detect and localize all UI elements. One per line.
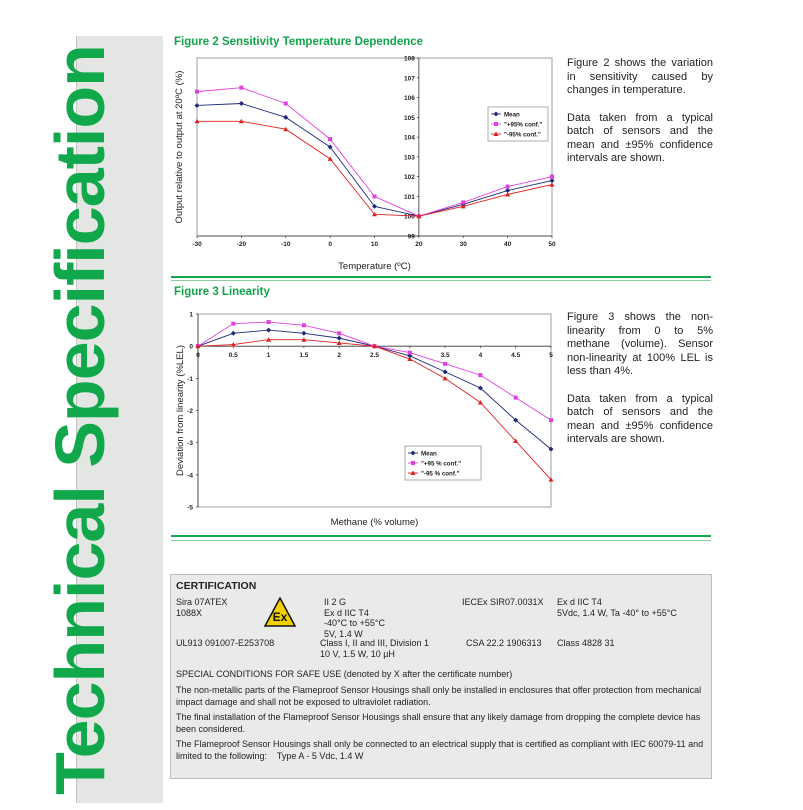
cert-csa: CSA 22.2 1906313	[466, 638, 542, 648]
x-tick-label: -30	[192, 241, 202, 248]
y-tick-label: 106	[404, 95, 415, 103]
figure-3-chart	[170, 304, 560, 532]
special-condition-1: The non-metallic parts of the Flameproof Sensor Housings shall only be installed in enclosures that offer protection from mechanical impact damage and shall not be exposed to ultraviolet radiation.	[176, 685, 702, 707]
y-axis-title: Deviation from linearity (%LEL)	[175, 345, 186, 476]
x-tick-label: 10	[370, 241, 379, 248]
x-axis-title: Temperature (ºC)	[338, 261, 411, 272]
certification-heading: CERTIFICATION	[176, 580, 257, 592]
x-tick-label: 2	[337, 352, 342, 360]
legend-marker	[494, 122, 498, 126]
x-tick-label: 2.5	[369, 352, 380, 360]
cert-atex-detail: II 2 G Ex d IIC T4 -40°C to +55°C 5V, 1.4 W	[324, 597, 385, 639]
figure-2-title: Figure 2 Sensitivity Temperature Dependence	[174, 36, 424, 48]
y-tick-label: 100	[404, 213, 415, 221]
y-tick-label: -2	[187, 408, 193, 415]
y-tick-label: 108	[404, 55, 415, 63]
legend-label: "+95% conf."	[504, 121, 543, 129]
x-tick-label: 5	[549, 352, 553, 360]
x-tick-label: 30	[459, 241, 467, 248]
plot-area	[198, 314, 551, 507]
figure-3-description	[567, 311, 713, 461]
data-point	[239, 86, 243, 90]
y-tick-label: 102	[404, 174, 415, 182]
special-conditions-heading: SPECIAL CONDITIONS FOR SAFE USE (denoted by X after the certificate number)	[176, 669, 513, 679]
divider	[171, 535, 711, 537]
cert-ul-detail: Class I, II and III, Division 1 10 V, 1.5 W, 10 µH	[320, 638, 430, 659]
y-tick-label: 107	[404, 75, 415, 83]
data-point	[514, 396, 518, 400]
data-point	[195, 90, 199, 94]
y-tick-label: 104	[404, 134, 415, 142]
cert-iecex: IECEx SIR07.0031X	[462, 597, 544, 607]
sidebar-title: Technical Specification	[41, 45, 119, 795]
special-condition-3: The Flameproof Sensor Housings shall only be connected to an electrical supply that is certified as compliant with IEC 60079-11 and limited to the following: Type A - 5 Vdc, 1.4 W	[176, 739, 706, 761]
data-point	[373, 194, 377, 198]
x-tick-label: 3.5	[440, 352, 450, 360]
data-point	[302, 323, 306, 327]
cert-iecex-detail: Ex d IIC T4 5Vdc, 1.4 W, Ta -40° to +55°C	[557, 597, 677, 618]
plot-area	[197, 55, 552, 236]
y-tick-label: -1	[187, 375, 193, 383]
x-tick-label: -20	[236, 241, 247, 248]
divider	[171, 280, 711, 281]
x-tick-label: 0	[196, 352, 200, 360]
cert-csa-detail: Class 4828 31	[557, 638, 615, 648]
figure-2-description	[567, 57, 713, 180]
data-point	[478, 373, 482, 377]
x-tick-label: 1	[266, 352, 271, 360]
y-axis-title: Output relative to output at 20ºC (%)	[174, 70, 185, 224]
x-tick-label: 20	[415, 241, 423, 248]
data-point	[408, 351, 412, 355]
ex-logo-icon	[264, 597, 296, 627]
x-tick-label: 50	[548, 241, 556, 248]
special-condition-2: The final installation of the Flameproof Sensor Housings shall ensure that any likely damage from dropping the complete device has been considered.	[176, 712, 701, 734]
data-point	[337, 331, 341, 335]
y-tick-label: 0	[189, 343, 193, 351]
y-tick-label: -3	[187, 440, 193, 448]
x-axis-title: Methane (% volume)	[330, 517, 419, 528]
data-point	[550, 175, 554, 179]
cert-ul: UL913 091007-E253708	[176, 638, 275, 648]
legend-label: "-95 % conf."	[421, 470, 460, 478]
divider	[171, 276, 711, 278]
x-tick-label: -10	[281, 241, 291, 248]
figure-3-desc-1: Figure 3 shows the non-linearity from 0 to 5% methane (volume). Sensor non-linearity at 100% LEL is less than 4%.	[567, 311, 713, 377]
x-tick-label: 4.5	[511, 352, 521, 360]
x-tick-label: 0.5	[228, 352, 238, 360]
y-tick-label: 1	[189, 311, 193, 319]
y-tick-label: 101	[404, 193, 415, 201]
cert-sira: Sira 07ATEX 1088X	[176, 597, 228, 618]
figure-2-desc-1: Figure 2 shows the variation in sensitivity caused by changes in temperature.	[567, 57, 713, 96]
data-point	[549, 418, 553, 422]
divider	[171, 540, 711, 541]
data-point	[284, 101, 288, 105]
ex-logo-text: Ex	[272, 610, 288, 624]
y-tick-label: 99	[407, 233, 415, 241]
x-tick-label: 40	[504, 241, 512, 248]
y-tick-label: -4	[187, 472, 193, 480]
figure-2-chart	[170, 52, 560, 274]
legend-label: "+95 % conf."	[421, 460, 462, 468]
data-point	[461, 200, 465, 204]
data-point	[328, 137, 332, 141]
figure-3-title: Figure 3 Linearity	[174, 286, 270, 298]
y-tick-label: -5	[187, 504, 193, 512]
data-point	[443, 362, 447, 366]
data-point	[506, 185, 510, 189]
data-point	[267, 320, 271, 324]
legend-label: "-95% conf."	[504, 131, 541, 139]
y-tick-label: 103	[404, 154, 415, 162]
figure-2-desc-2: Data taken from a typical batch of sensors and the mean and ±95% confidence intervals are shown.	[567, 111, 713, 164]
y-tick-label: 105	[404, 114, 415, 122]
legend-marker	[411, 461, 415, 465]
x-tick-label: 1.5	[299, 352, 309, 360]
certification-panel	[170, 574, 712, 779]
x-tick-label: 4	[478, 352, 483, 360]
figure-3-desc-2: Data taken from a typical batch of sensors and the mean and ±95% confidence intervals are shown.	[567, 392, 713, 445]
x-tick-label: 0	[328, 241, 332, 248]
legend-label: Mean	[421, 450, 437, 458]
legend-label: Mean	[504, 111, 520, 119]
data-point	[231, 322, 235, 326]
